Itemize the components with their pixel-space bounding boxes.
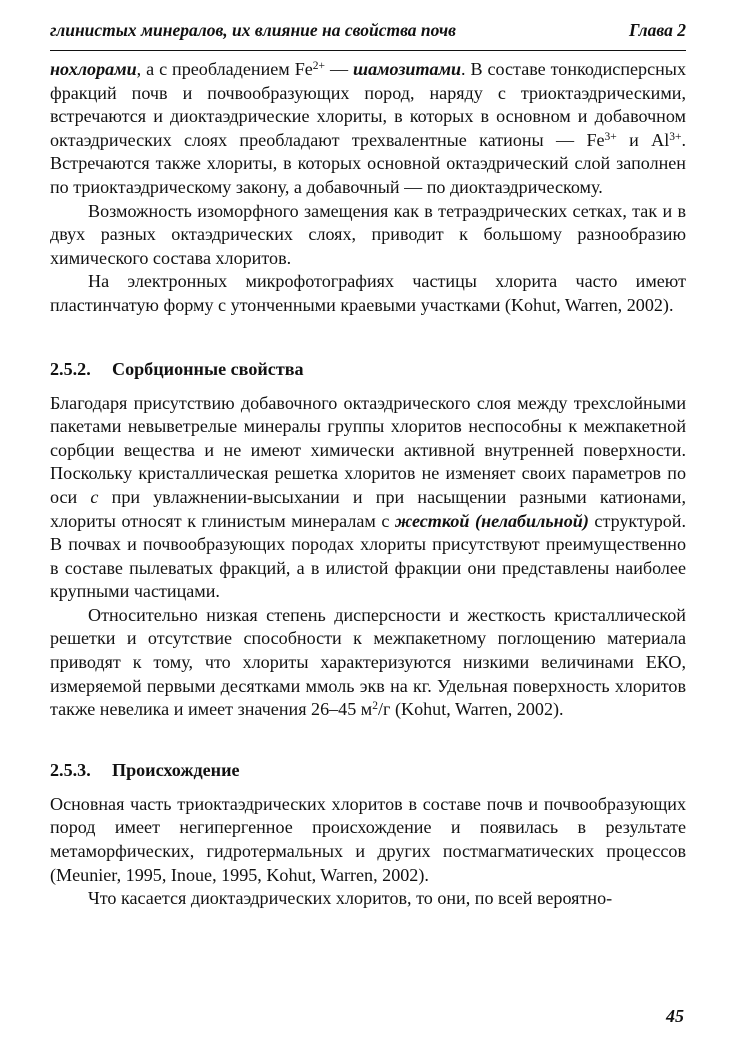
paragraph-sorption-structure: Благодаря присутствию добавочного октаэдрического слоя между трехслойными пакетами невыветрелые минералы группы хлоритов неспособны к межпакетной сорбции вещества и не имеют химически активной внутренней поверхности. Поскольку кристаллическая решетка хлоритов не изменяет своих параметров по оси c при увлажнении-высыхании и при насыщении разными катионами, хлориты относят к глинистым минералам с жесткой (нелабильной) структурой. В почвах и почвообразующих породах хлориты присутствуют преимущественно в составе пылеватых фракций, а в илистой фракции они представлены наиболее крупными частицами. bbox=[50, 392, 687, 602]
section-title: Происхождение bbox=[112, 759, 240, 780]
paragraph-origin-dioctahedral: Что касается диоктаэдрических хлоритов, то они, по всей вероятно- bbox=[88, 888, 613, 909]
running-header-chapter-title: глинистых минералов, их влияние на свойства почв bbox=[50, 20, 456, 40]
running-header bbox=[50, 20, 686, 46]
page-body bbox=[50, 58, 686, 911]
section-number: 2.5.2. bbox=[50, 358, 91, 379]
term-chamosites: шамозитами bbox=[353, 59, 462, 79]
term-rigid-structure: жесткой (нелабильной) bbox=[395, 510, 589, 531]
running-header-chapter-number: Глава 2 bbox=[629, 20, 686, 40]
paragraph-origin-trioctahedral: Основная часть триоктаэдрических хлоритов в составе почв и почвообразующих пород имеет негипергенное происхождение и появилась в результате метаморфических, гидротермальных и других постмагматических процессов (Meunier, 1995, Inoue, 1995, Kohut, Warren, 2002). bbox=[50, 793, 686, 885]
paragraph-electron-micrographs: На электронных микрофотографиях частицы хлорита часто имеют пластинчатую форму с утонченными краевыми участками (Kohut, Warren, 2002). bbox=[50, 271, 686, 315]
section-number: 2.5.3. bbox=[50, 759, 91, 780]
header-rule bbox=[50, 50, 686, 51]
axis-c-italic: c bbox=[90, 486, 99, 507]
page-number: 45 bbox=[666, 1006, 684, 1026]
paragraph-cation-exchange-capacity: Относительно низкая степень дисперсности и жесткость кристаллической решетки и отсутствие способности к межпакетному поглощению материала приводят к тому, что хлориты характеризуются низкими величинами ЕКО, измеряемой первыми десятками ммоль экв на кг. Удельная поверхность хлоритов также невелика и имеет значения 26–45 $м^2/г$ (Kohut, Warren, 2002). bbox=[50, 604, 686, 720]
section-heading-sorption bbox=[50, 357, 686, 381]
section-heading-origin bbox=[50, 758, 686, 782]
section-title: Сорбционные свойства bbox=[112, 358, 304, 379]
paragraph-isomorphic-substitution: Возможность изоморфного замещения как в тетраэдрических сетках, так и в двух разных октаэдрических слоях, приводит к большому разнообразию химического состава хлоритов. bbox=[50, 200, 686, 268]
term-chamosite-like: нохлорами bbox=[50, 59, 137, 79]
paragraph-chlorite-varieties: нохлорами, а с преобладением $Fe^{2+}$ — шамозитами. В составе тонкодисперсных фракций почв и почвообразующих пород, наряду с триоктаэдрическими, встречаются и диоктаэдрические хлориты, в которых в основном и добавочном октаэдрических слоях преобладают трехвалентные катионы — $Fe^{3+}$ и $Al^{3+}$. Встречаются также хлориты, в которых основной октаэдрический слой заполнен по триоктаэдрическому закону, а добавочный — по диоктаэдрическому. bbox=[50, 59, 687, 197]
